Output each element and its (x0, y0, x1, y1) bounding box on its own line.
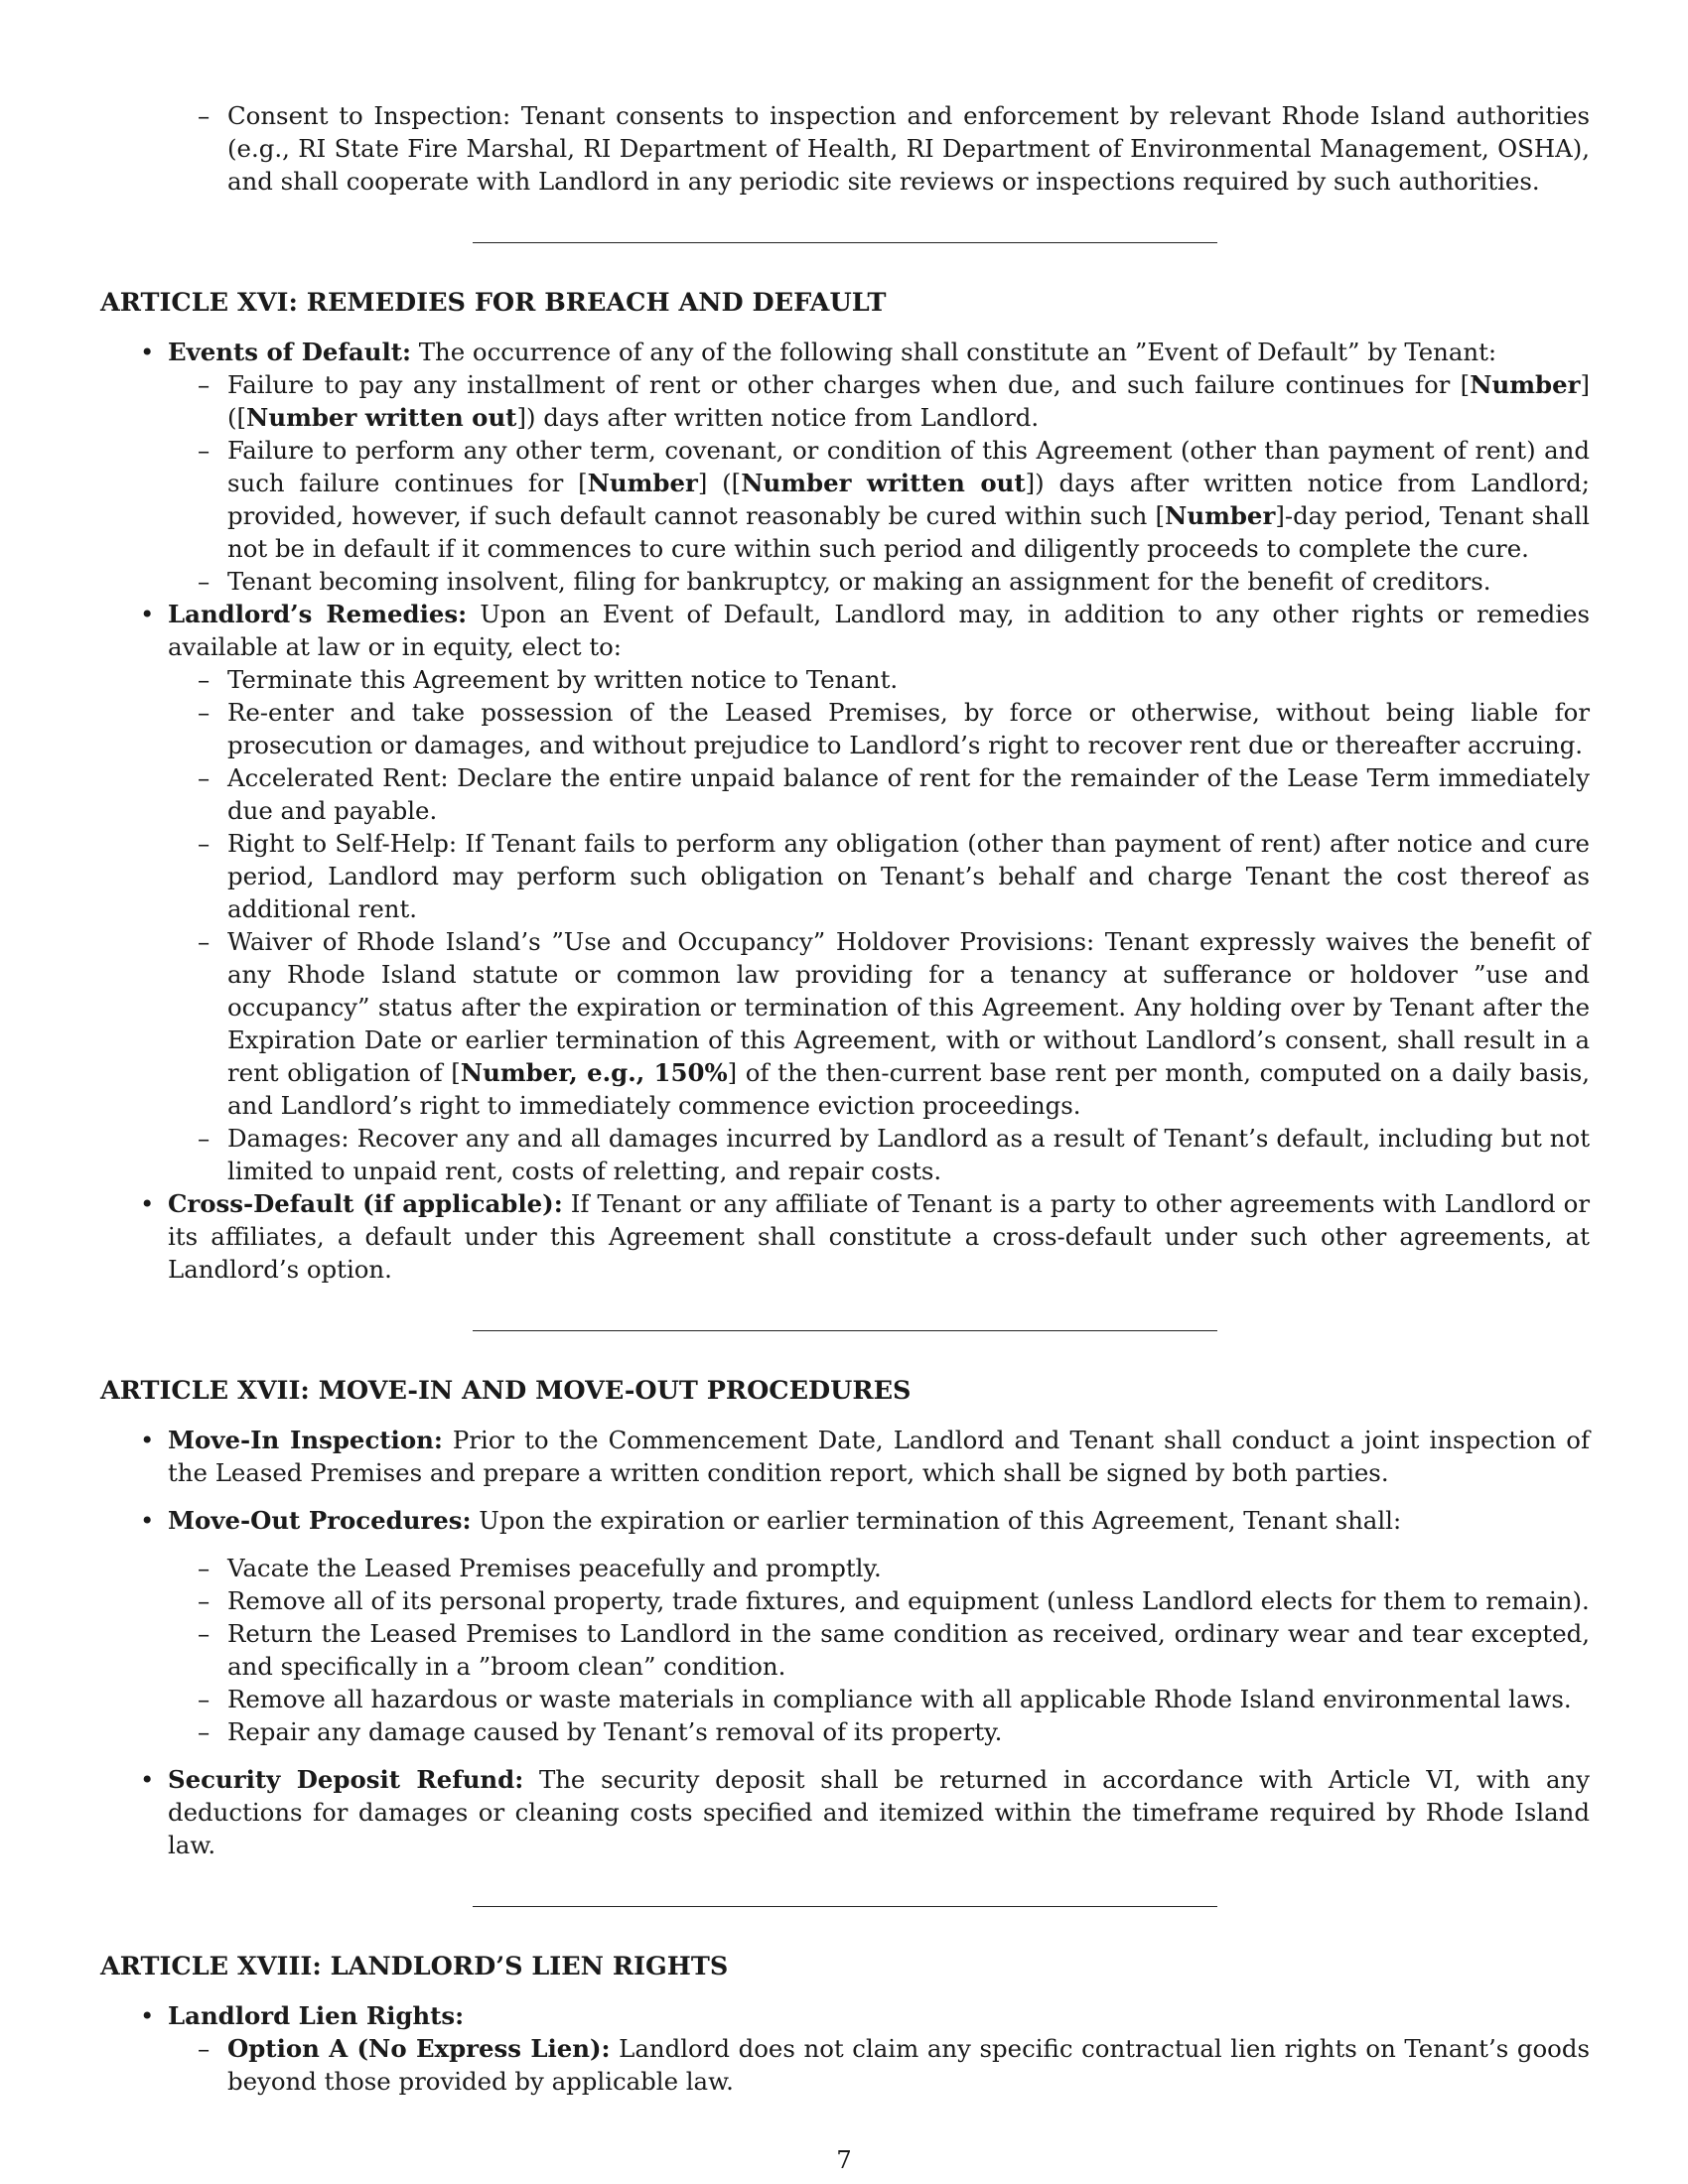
item-label: Landlord’s Remedies: (168, 600, 468, 628)
list-item: – Remove all of its personal property, trade fixtures, and equipment (unless Landlord elects for them to remain). (227, 1584, 1590, 1617)
article-16-list (168, 336, 1590, 1286)
placeholder-field: Number (587, 469, 698, 497)
document-page (100, 99, 1590, 2098)
list-item: – Repair any damage caused by Tenant’s removal of its property. (227, 1715, 1590, 1748)
item-label: Move-Out Procedures: (168, 1506, 472, 1535)
article-17-heading: ARTICLE XVII: MOVE-IN AND MOVE-OUT PROCEDURES (100, 1376, 912, 1406)
list-item: – Remove all hazardous or waste materials in compliance with all applicable Rhode Island environmental laws. (227, 1683, 1590, 1715)
text: ] ([ (697, 469, 742, 497)
section-divider (473, 1906, 1217, 1907)
item-text: Prior to the Commencement Date, Landlord and Tenant shall conduct a joint inspection of the Leased Premises and prepare a written condition report, which shall be signed by both parties. (168, 1426, 1590, 1487)
item-text: The security deposit shall be returned in accordance with Article VI, with any deductions for damages or cleaning costs specified and itemized within the timeframe required by Rhode Island law. (168, 1765, 1590, 1859)
events-sublist (227, 368, 1590, 598)
list-item: – Tenant becoming insolvent, filing for bankruptcy, or making an assignment for the benefit of creditors. (227, 565, 1590, 598)
list-item: – Vacate the Leased Premises peacefully and promptly. (227, 1552, 1590, 1584)
page-number: 7 (836, 2145, 852, 2174)
events-of-default-item (168, 336, 1590, 598)
placeholder-field: Number (1470, 370, 1581, 399)
article-18-heading: ARTICLE XVIII: LANDLORD’S LIEN RIGHTS (100, 1952, 729, 1981)
remedies-sublist (227, 663, 1590, 1187)
article-17-list (168, 1424, 1590, 1861)
text: ]) days after written notice from Landlord; provided, however, if such default cannot reasonably be cured within such [ (227, 469, 1590, 530)
landlords-remedies-item (168, 598, 1590, 1187)
list-item: – Terminate this Agreement by written notice to Tenant. (227, 663, 1590, 696)
text: Failure to pay any installment of rent or other charges when due, and such failure continues for [ (227, 370, 1471, 399)
list-item: – Right to Self-Help: If Tenant fails to perform any obligation (other than payment of rent) after notice and cure period, Landlord may perform such obligation on Tenant’s behalf and charge Tenant the cost thereof as additional rent. (227, 827, 1590, 925)
item-label: Landlord Lien Rights: (168, 2001, 465, 2030)
list-item: – Accelerated Rent: Declare the entire unpaid balance of rent for the remainder of the Lease Term immediately due and payable. (227, 761, 1590, 827)
move-in-item (168, 1424, 1590, 1489)
item-text: The occurrence of any of the following shall constitute an ”Event of Default” by Tenant: (411, 338, 1497, 366)
option-label: Option A (No Express Lien): (227, 2034, 611, 2063)
cross-default-item (168, 1187, 1590, 1286)
item-label: Move-In Inspection: (168, 1426, 443, 1454)
list-item: – Re-enter and take possession of the Leased Premises, by force or otherwise, without being liable for prosecution or damages, and without prejudice to Landlord’s right to recover rent due or thereafter accruing. (227, 696, 1590, 761)
item-text: Upon an Event of Default, Landlord may, in addition to any other rights or remedies available at law or in equity, elect to: (168, 600, 1590, 661)
item-label: Cross-Default (if applicable): (168, 1189, 563, 1218)
item-label: Security Deposit Refund: (168, 1765, 524, 1794)
move-out-sublist (227, 1552, 1590, 1748)
item-text: Upon the expiration or earlier termination of this Agreement, Tenant shall: (471, 1506, 1402, 1535)
list-item (227, 925, 1590, 1122)
item-label: Events of Default: (168, 338, 411, 366)
placeholder-field: Number, e.g., 150% (460, 1058, 728, 1087)
move-out-item (168, 1504, 1590, 1748)
text: Failure to perform any other term, covenant, or condition of this Agreement (other than payment of rent) and such failure continues for [ (227, 436, 1590, 497)
list-item: – Damages: Recover any and all damages incurred by Landlord as a result of Tenant’s default, including but not limited to unpaid rent, costs of reletting, and repair costs. (227, 1122, 1590, 1187)
article-16-heading: ARTICLE XVI: REMEDIES FOR BREACH AND DEFAULT (100, 288, 887, 318)
lien-sublist (227, 2032, 1590, 2098)
section-divider (473, 1330, 1217, 1331)
text: Waiver of Rhode Island’s ”Use and Occupancy” Holdover Provisions: Tenant expressly waives the benefit of any Rhode Island statute or common law providing for a tenancy at sufferance or holdover ”use and occupancy” status after the expiration or termination of this Agreement. Any holding over by Tenant after the Expiration Date or earlier termination of this Agreement, with or without Landlord’s consent, shall result in a rent obligation of [ (227, 927, 1590, 1087)
text: ] ([ (227, 370, 1590, 432)
item-text: If Tenant or any affiliate of Tenant is a party to other agreements with Landlord or its affiliates, a default under this Agreement shall constitute a cross-default under such other agreements, at Landlord’s option. (168, 1189, 1590, 1284)
text: ] of the then-current base rent per month, computed on a daily basis, and Landlord’s right to immediately commence eviction proceedings. (227, 1058, 1591, 1120)
text: Landlord does not claim any specific contractual lien rights on Tenant’s goods beyond those provided by applicable law. (227, 2034, 1590, 2096)
placeholder-field: Number (1165, 501, 1276, 530)
list-item (227, 368, 1590, 434)
placeholder-field: Number written out (741, 469, 1026, 497)
list-item (227, 434, 1590, 565)
section-divider (473, 242, 1217, 243)
security-deposit-item (168, 1763, 1590, 1861)
text: ]) days after written notice from Landlord. (516, 403, 1040, 432)
sublist (227, 99, 1590, 198)
lien-rights-item (168, 1999, 1590, 2098)
list-item: – Return the Leased Premises to Landlord in the same condition as received, ordinary wear and tear excepted, and specifically in a ”broom clean” condition. (227, 1617, 1590, 1683)
list-item (227, 2032, 1590, 2098)
article-18-list (168, 1999, 1590, 2098)
text: ]-day period, Tenant shall not be in default if it commences to cure within such period and diligently proceeds to complete the cure. (227, 501, 1590, 563)
consent-inspection-item: – Consent to Inspection: Tenant consents to inspection and enforcement by relevant Rhode Island authorities (e.g., RI State Fire Marshal, RI Department of Health, RI Department of Environmental Management, OSHA), and shall cooperate with Landlord in any periodic site reviews or inspections required by such authorities. (227, 99, 1590, 198)
placeholder-field: Number written out (246, 403, 517, 432)
